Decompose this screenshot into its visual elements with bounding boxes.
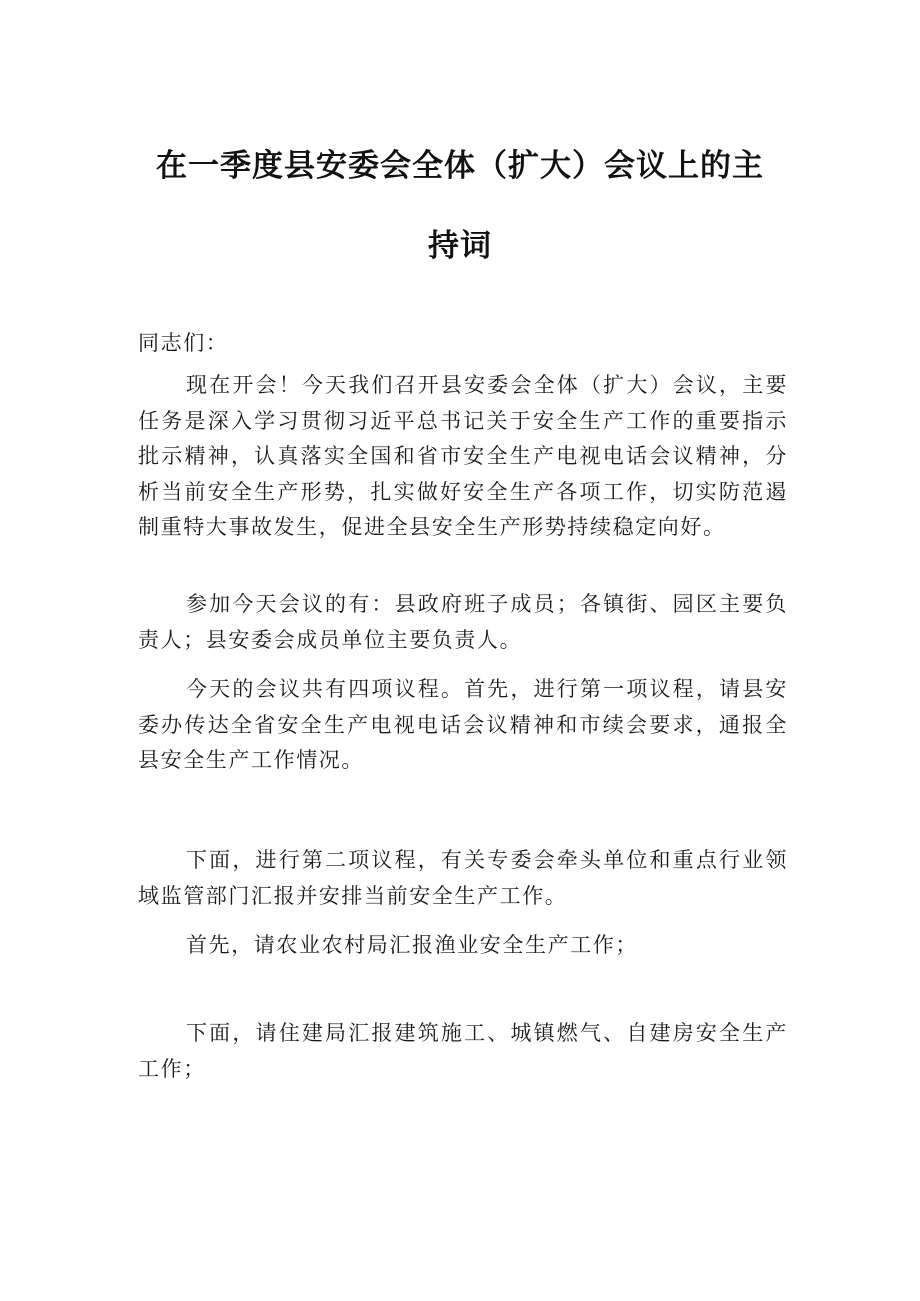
paragraph-agenda-one: 今天的会议共有四项议程。首先，进行第一项议程，请县安委办传达全省安全生产电视电话会议精神和市续会要求，通报全县安全生产工作情况。 (138, 677, 788, 772)
salutation: 同志们： (138, 331, 229, 355)
paragraph-housing-report: 下面，请住建局汇报建筑施工、城镇燃气、自建房安全生产工作； (138, 1021, 788, 1081)
document-title-line-1: 在一季度县安委会全体（扩大）会议上的主 (156, 148, 764, 184)
paragraph-opening: 现在开会！今天我们召开县安委会全体（扩大）会议，主要任务是深入学习贯彻习近平总书记关于安全生产工作的重要指示批示精神，认真落实全国和省市安全生产电视电话会议精神，分析当前安全生产形势，扎实做好安全生产各项工作，切实防范遏制重特大事故发生，促进全县安全生产形势持续稳定向好。 (138, 373, 788, 539)
paragraph-agriculture-report: 首先，请农业农村局汇报渔业安全生产工作； (186, 933, 638, 957)
document-title-line-2: 持词 (428, 228, 492, 264)
paragraph-agenda-two: 下面，进行第二项议程，有关专委会牵头单位和重点行业领域监管部门汇报并安排当前安全生产工作。 (138, 848, 788, 908)
paragraph-attendees: 参加今天会议的有：县政府班子成员；各镇街、园区主要负责人；县安委会成员单位主要负责人。 (138, 592, 788, 652)
